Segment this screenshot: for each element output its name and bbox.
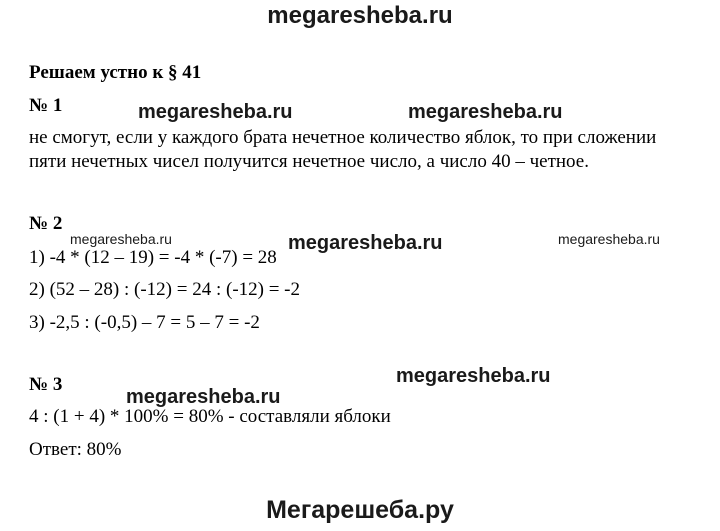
watermark: megaresheba.ru — [138, 101, 293, 123]
watermark: megaresheba.ru — [408, 101, 563, 123]
footer-title: Мегарешеба.ру — [266, 496, 454, 524]
task-1-line-2: пяти нечетных чисел получится нечетное число, а число 40 – четное. — [29, 151, 589, 172]
task-2-line-1: 1) -4 * (12 – 19) = -4 * (-7) = 28 — [29, 247, 277, 268]
task-3-answer: Ответ: 80% — [29, 439, 122, 460]
task-2-line-2: 2) (52 – 28) : (-12) = 24 : (-12) = -2 — [29, 279, 301, 300]
task-3-line-1: 4 : (1 + 4) * 100% = 80% - составляли яблоки — [29, 406, 391, 427]
watermark: megaresheba.ru — [70, 231, 172, 247]
watermark: megaresheba.ru — [126, 386, 281, 408]
task-2-line-3: 3) -2,5 : (-0,5) – 7 = 5 – 7 = -2 — [29, 312, 260, 333]
task-1-number: № 1 — [29, 95, 63, 116]
watermark: megaresheba.ru — [396, 365, 551, 387]
task-3-number: № 3 — [29, 374, 63, 395]
watermark: megaresheba.ru — [558, 231, 660, 247]
task-2-number: № 2 — [29, 213, 63, 234]
task-1-line-1: не смогут, если у каждого брата нечетное количество яблок, то при сложении — [29, 127, 657, 148]
section-heading: Решаем устно к § 41 — [29, 62, 202, 83]
watermark: megaresheba.ru — [288, 232, 443, 254]
site-title: megaresheba.ru — [267, 2, 453, 29]
